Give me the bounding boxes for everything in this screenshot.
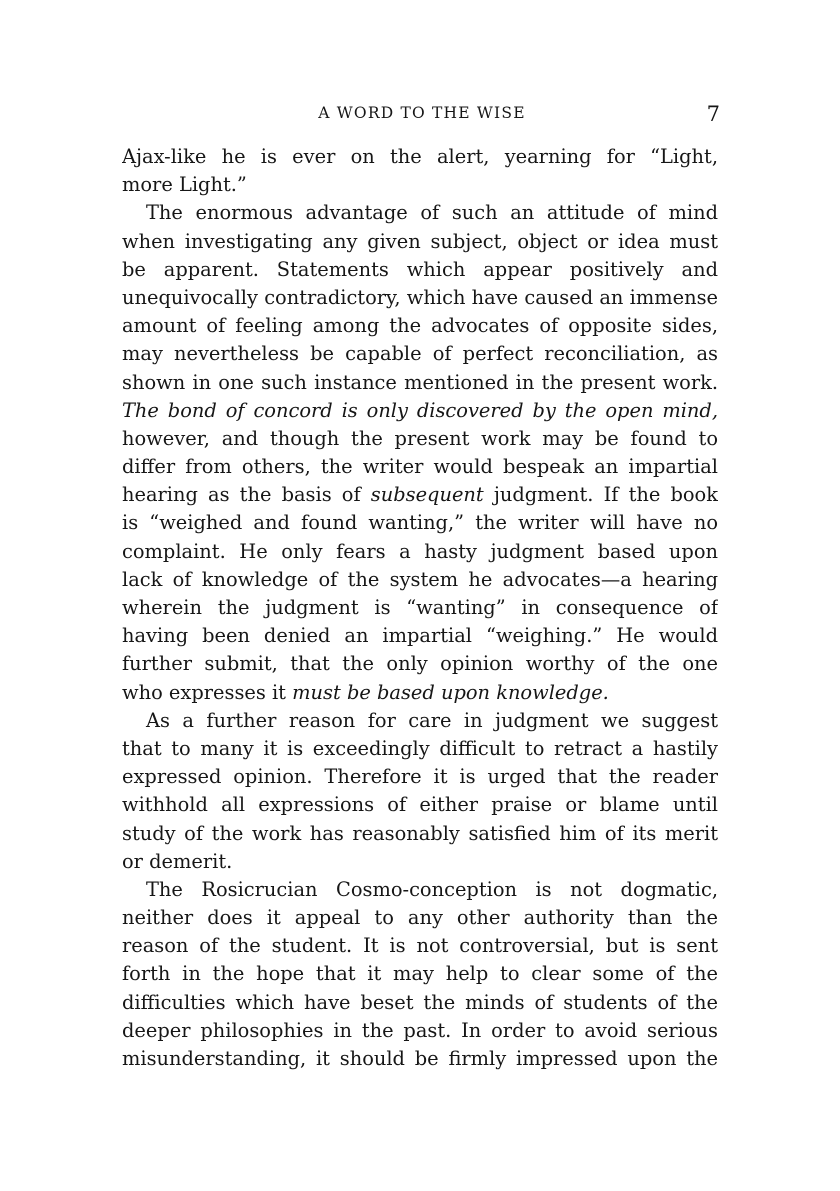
text-run: As a further reason for care in judgment we suggest <box>146 708 718 732</box>
running-title: A WORD TO THE WISE <box>318 104 526 122</box>
text-run: however, and though the present work may be found to <box>122 426 718 450</box>
italic-text: subsequent <box>370 483 484 507</box>
text-run: The enormous advantage of such an attitude of mind <box>146 201 718 225</box>
text-run: shown in one such instance mentioned in the present work. <box>122 370 718 394</box>
text-run: judgment. If the book <box>483 483 718 507</box>
text-line <box>122 397 718 425</box>
text-line <box>122 312 718 340</box>
text-line <box>122 791 718 819</box>
text-line <box>122 679 718 707</box>
body-text <box>122 143 718 1073</box>
text-line <box>122 340 718 368</box>
text-line <box>122 284 718 312</box>
running-head <box>122 100 722 126</box>
text-line <box>122 566 718 594</box>
text-line <box>122 735 718 763</box>
text-line <box>122 481 718 509</box>
text-line <box>122 707 718 735</box>
text-line <box>122 932 718 960</box>
text-run: reason of the student. It is not controversial, but is sent <box>122 934 718 958</box>
text-line <box>122 425 718 453</box>
text-run: forth in the hope that it may help to clear some of the <box>122 962 718 986</box>
italic-text: The bond of concord is only discovered by the open mind, <box>122 398 718 422</box>
text-line <box>122 960 718 988</box>
text-run: differ from others, the writer would bespeak an impartial <box>122 455 718 479</box>
text-run: when investigating any given subject, object or idea must <box>122 229 718 253</box>
text-line <box>122 876 718 904</box>
text-line <box>122 538 718 566</box>
text-line <box>122 594 718 622</box>
text-run: misunderstanding, it should be firmly impressed upon the <box>122 1047 718 1070</box>
text-run: unequivocally contradictory, which have caused an immense <box>122 285 718 309</box>
text-line <box>122 143 718 171</box>
text-line <box>122 256 718 284</box>
text-run: who expresses it <box>122 680 293 704</box>
text-line <box>122 989 718 1017</box>
text-run: having been denied an impartial “weighing.” He would <box>122 624 718 648</box>
text-run: is “weighed and found wanting,” the writer will have no <box>122 511 718 535</box>
text-line <box>122 904 718 932</box>
text-run: deeper philosophies in the past. In order to avoid serious <box>122 1018 718 1042</box>
text-line <box>122 171 718 199</box>
text-run: amount of feeling among the advocates of opposite sides, <box>122 314 718 338</box>
text-run: withhold all expressions of either praise or blame until <box>122 793 718 817</box>
text-run: expressed opinion. Therefore it is urged that the reader <box>122 765 718 789</box>
text-run: lack of knowledge of the system he advocates—a hearing <box>122 567 718 591</box>
text-run: study of the work has reasonably satisfied him of its merit <box>122 821 718 845</box>
text-line <box>122 650 718 678</box>
text-line <box>122 1045 718 1073</box>
text-line <box>122 369 718 397</box>
text-line <box>122 848 718 876</box>
text-run: that to many it is exceedingly difficult to retract a hastily <box>122 736 718 760</box>
text-line <box>122 509 718 537</box>
text-run: be apparent. Statements which appear positively and <box>122 257 718 281</box>
text-run: further submit, that the only opinion worthy of the one <box>122 652 718 676</box>
text-line <box>122 453 718 481</box>
text-line <box>122 1017 718 1045</box>
text-run: Ajax-like he is ever on the alert, yearning for “Light, <box>122 145 718 168</box>
text-line <box>122 228 718 256</box>
text-line <box>122 820 718 848</box>
text-run: neither does it appeal to any other authority than the <box>122 906 718 930</box>
text-run: hearing as the basis of <box>122 483 371 507</box>
page-number: 7 <box>706 102 720 126</box>
text-run: or demerit. <box>122 849 233 873</box>
text-run: wherein the judgment is “wanting” in consequence of <box>122 596 718 619</box>
text-run: may nevertheless be capable of perfect reconciliation, as <box>122 342 718 366</box>
text-run: more Light.” <box>122 173 247 197</box>
text-line <box>122 763 718 791</box>
italic-text: must be based upon knowledge. <box>292 680 609 704</box>
text-run: complaint. He only fears a hasty judgment based upon <box>122 539 718 563</box>
text-run: difficulties which have beset the minds of students of the <box>122 990 718 1014</box>
text-line <box>122 622 718 650</box>
text-run: The Rosicrucian Cosmo-conception is not dogmatic, <box>146 877 718 901</box>
text-line <box>122 199 718 227</box>
